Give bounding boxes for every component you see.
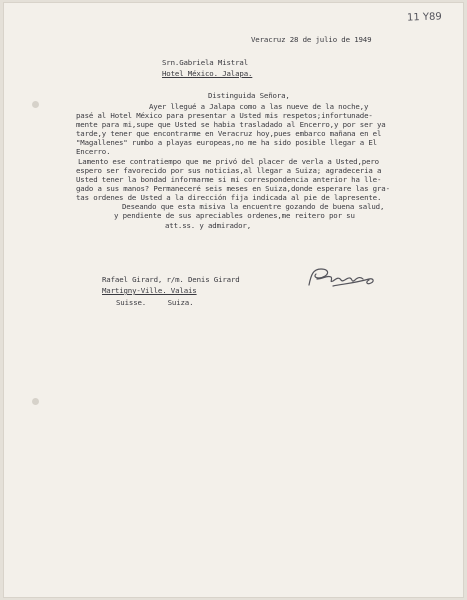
body-line: y pendiente de sus apreciables ordenes,me reitero por su (114, 211, 355, 220)
body-line: Ayer llegué a Jalapa como a las nueve de la noche,y (149, 102, 369, 111)
country-line: Suisse. Suiza. (116, 298, 194, 307)
archive-number: 11 Y89 (406, 11, 442, 24)
date-line: Veracruz 28 de julio de 1949 (251, 35, 372, 44)
recipient-place: Hotel México. Jalapa. (162, 69, 253, 78)
letter-page (4, 3, 463, 597)
body-line: Lamento ese contratiempo que me privó del placer de verla a Usted,pero (78, 157, 379, 166)
body-line: Encerro. (76, 147, 111, 156)
body-line: Usted tener la bondad informarme si mi correspondencia anterior ha lle- (76, 175, 382, 184)
body-line: pasé al Hotel México para presentar a Usted mis respetos;infortunade- (76, 111, 373, 120)
recipient-name: Srn.Gabriela Mistral (162, 58, 248, 67)
body-line: espero ser favorecido por sus noticias,al llegar a Suiza; agradeceria a (76, 166, 382, 175)
punch-hole (32, 398, 39, 405)
salutation: Distinguida Señora, (208, 91, 290, 100)
body-line: Deseando que esta misiva la encuentre gozando de buena salud, (122, 202, 385, 211)
sender-line: Rafael Girard, r/m. Denis Girard (102, 275, 240, 284)
body-line: tas ordenes de Usted a la dirección fija indicada al pie de lapresente. (76, 193, 382, 202)
address-line: Martigny-Ville. Valais (102, 286, 197, 295)
body-line: tarde,y tener que encontrarme en Veracruz hoy,pues embarco mañana en el (76, 129, 382, 138)
handwritten-signature (303, 265, 383, 291)
body-line: "Magallenes" rumbo a playas europeas,no me ha sido posible llegar a El (76, 138, 377, 147)
punch-hole (32, 101, 39, 108)
closing-line: att.ss. y admirador, (165, 221, 251, 230)
body-line: gado a sus manos? Permaneceré seis meses en Suiza,donde esperare las gra- (76, 184, 390, 193)
body-line: mente para mi,supe que Usted se habia trasladado al Encerro,y por ser ya (76, 120, 386, 129)
